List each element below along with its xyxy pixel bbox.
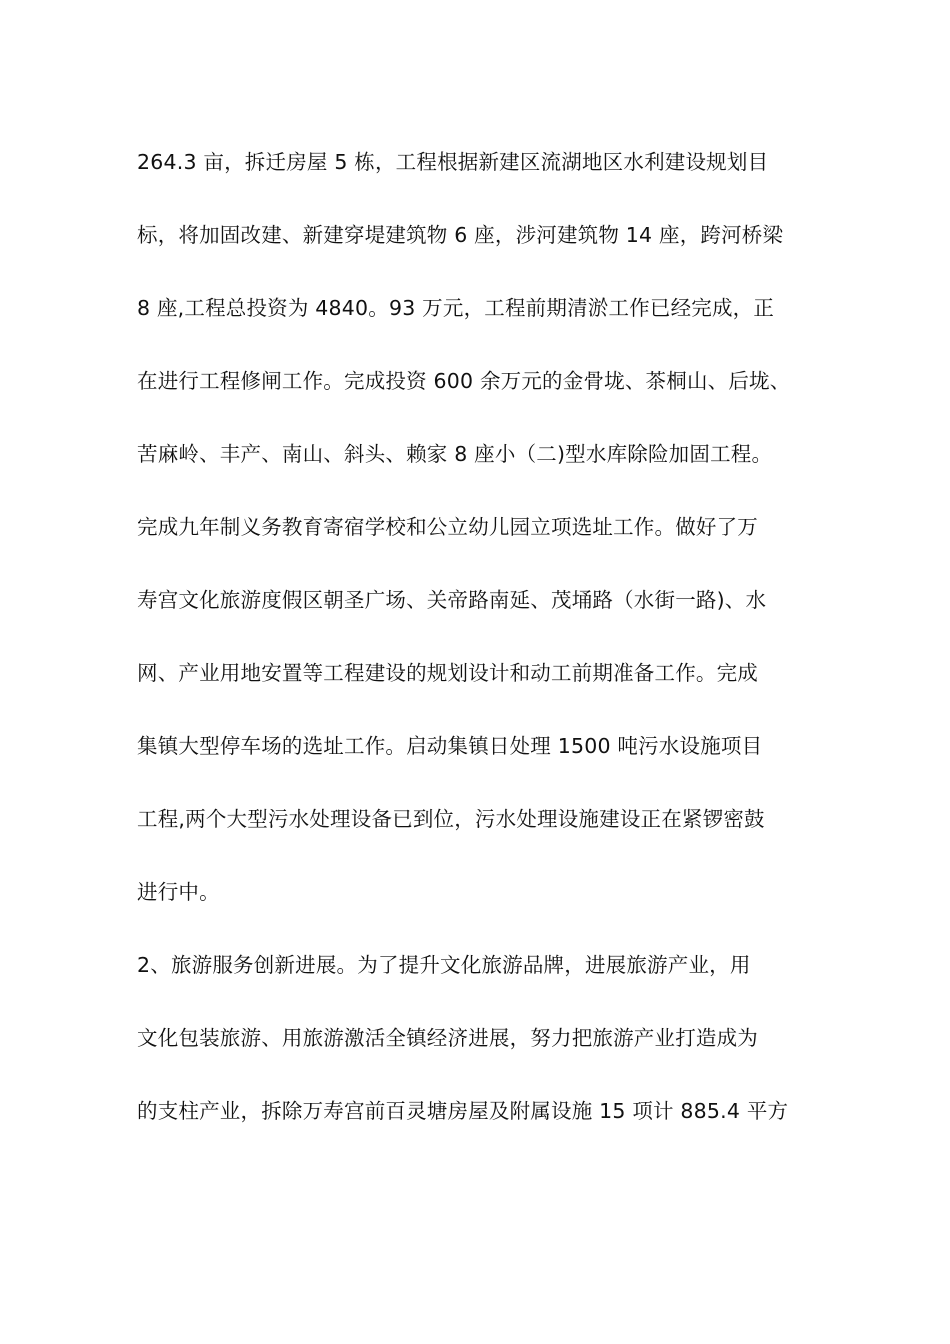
body-text xyxy=(137,144,827,1166)
text-line: 工程,两个大型污水处理设备已到位，污水处理设施建设正在紧锣密鼓 xyxy=(137,807,765,831)
text-line: 进行中。 xyxy=(137,880,220,904)
text-line: 文化包装旅游、用旅游激活全镇经济进展，努力把旅游产业打造成为 xyxy=(137,1026,758,1050)
text-line: 的支柱产业，拆除万寿宫前百灵塘房屋及附属设施 15 项计 885.4 平方 xyxy=(137,1099,789,1123)
text-line: 在进行工程修闸工作。完成投资 600 余万元的金骨垅、茶桐山、后垅、 xyxy=(137,369,791,393)
text-line: 苦麻岭、丰产、南山、斜头、赖家 8 座小（二)型水库除险加固工程。 xyxy=(137,442,773,466)
text-line: 2、旅游服务创新进展。为了提升文化旅游品牌，进展旅游产业，用 xyxy=(137,953,751,977)
text-line: 标，将加固改建、新建穿堤建筑物 6 座，涉河建筑物 14 座，跨河桥梁 xyxy=(137,223,784,247)
text-line: 集镇大型停车场的选址工作。启动集镇日处理 1500 吨污水设施项目 xyxy=(137,734,763,758)
text-line: 寿宫文化旅游度假区朝圣广场、关帝路南延、茂埇路（水街一路)、水 xyxy=(137,588,767,612)
text-line: 8 座,工程总投资为 4840。93 万元，工程前期清淤工作已经完成，正 xyxy=(137,296,775,320)
text-line: 264.3 亩，拆迁房屋 5 栋，工程根据新建区流湖地区水利建设规划目 xyxy=(137,150,769,174)
text-line: 网、产业用地安置等工程建设的规划设计和动工前期准备工作。完成 xyxy=(137,661,758,685)
text-line: 完成九年制义务教育寄宿学校和公立幼儿园立项选址工作。做好了万 xyxy=(137,515,758,539)
